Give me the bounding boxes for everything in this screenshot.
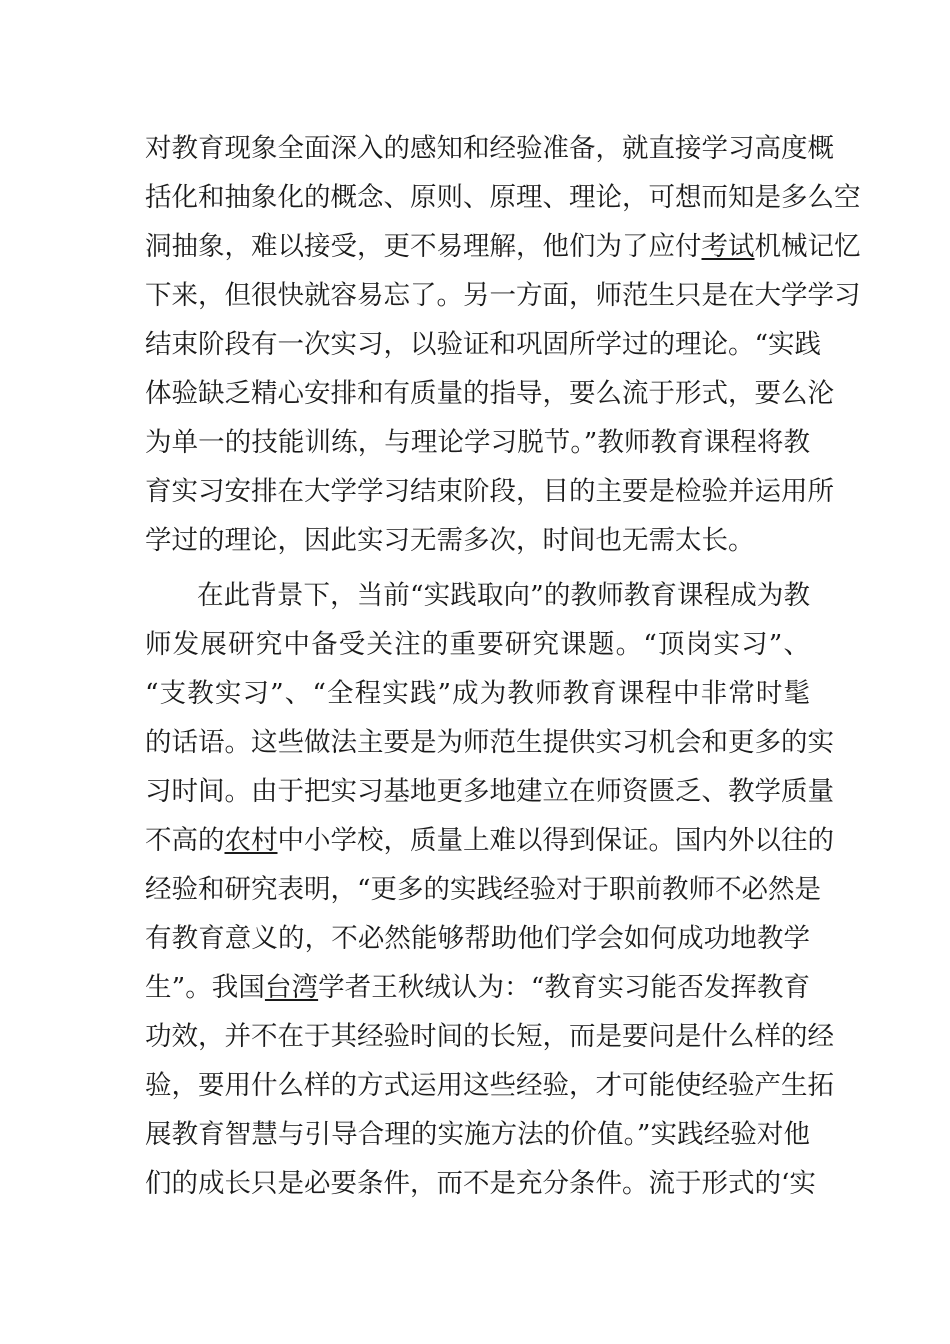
text-segment: 机械记忆 — [754, 231, 861, 262]
text-line: 学过的理论，因此实习无需多次，时间也无需太长。 — [145, 525, 755, 556]
text-line — [145, 972, 810, 1004]
text-line — [145, 231, 861, 263]
text-line: 体验缺乏精心安排和有质量的指导，要么流于形式，要么沦 — [145, 378, 834, 409]
text-line: 验，要用什么样的方式运用这些经验，才可能使经验产生拓 — [145, 1070, 834, 1101]
text-line: 展教育智慧与引导合理的实施方法的价值。”实践经验对他 — [145, 1119, 810, 1150]
text-line: “支教实习”、“全程实践”成为教师教育课程中非常时髦 — [145, 678, 810, 709]
text-line: 有教育意义的，不必然能够帮助他们学会如何成功地教学 — [145, 923, 810, 954]
text-line: 结束阶段有一次实习，以验证和巩固所学过的理论。“实践 — [145, 329, 822, 360]
text-line: 功效，并不在于其经验时间的长短，而是要问是什么样的经 — [145, 1021, 834, 1052]
text-line: 经验和研究表明，“更多的实践经验对于职前教师不必然是 — [145, 874, 822, 905]
text-line: 们的成长只是必要条件，而不是充分条件。流于形式的‘实 — [145, 1168, 816, 1199]
text-line: 下来，但很快就容易忘了。另一方面，师范生只是在大学学习 — [145, 280, 861, 311]
text-line: 习时间。由于把实习基地更多地建立在师资匮乏、教学质量 — [145, 776, 834, 807]
link-rural[interactable]: 农村 — [224, 825, 278, 856]
text-line: 育实习安排在大学学习结束阶段，目的主要是检验并运用所 — [145, 476, 834, 507]
text-line: 的话语。这些做法主要是为师范生提供实习机会和更多的实 — [145, 727, 834, 758]
text-segment: 洞抽象，难以接受，更不易理解，他们为了应付 — [145, 231, 702, 262]
link-exam[interactable]: 考试 — [701, 231, 755, 262]
text-segment: 生”。我国 — [145, 972, 265, 1003]
text-line — [145, 825, 834, 857]
link-taiwan[interactable]: 台湾 — [264, 972, 319, 1003]
text-line: 在此背景下，当前“实践取向”的教师教育课程成为教 — [197, 580, 810, 611]
text-segment: 中小学校，质量上难以得到保证。国内外以往的 — [277, 825, 834, 856]
text-line: 对教育现象全面深入的感知和经验准备，就直接学习高度概 — [145, 133, 834, 164]
text-segment: 学者王秋绒认为：“教育实习能否发挥教育 — [318, 972, 810, 1003]
text-line: 括化和抽象化的概念、原则、原理、理论，可想而知是多么空 — [145, 182, 861, 213]
text-line: 为单一的技能训练，与理论学习脱节。”教师教育课程将教 — [145, 427, 810, 458]
text-line: 师发展研究中备受关注的重要研究课题。“顶岗实习”、 — [145, 629, 810, 660]
text-segment: 不高的 — [145, 825, 225, 856]
